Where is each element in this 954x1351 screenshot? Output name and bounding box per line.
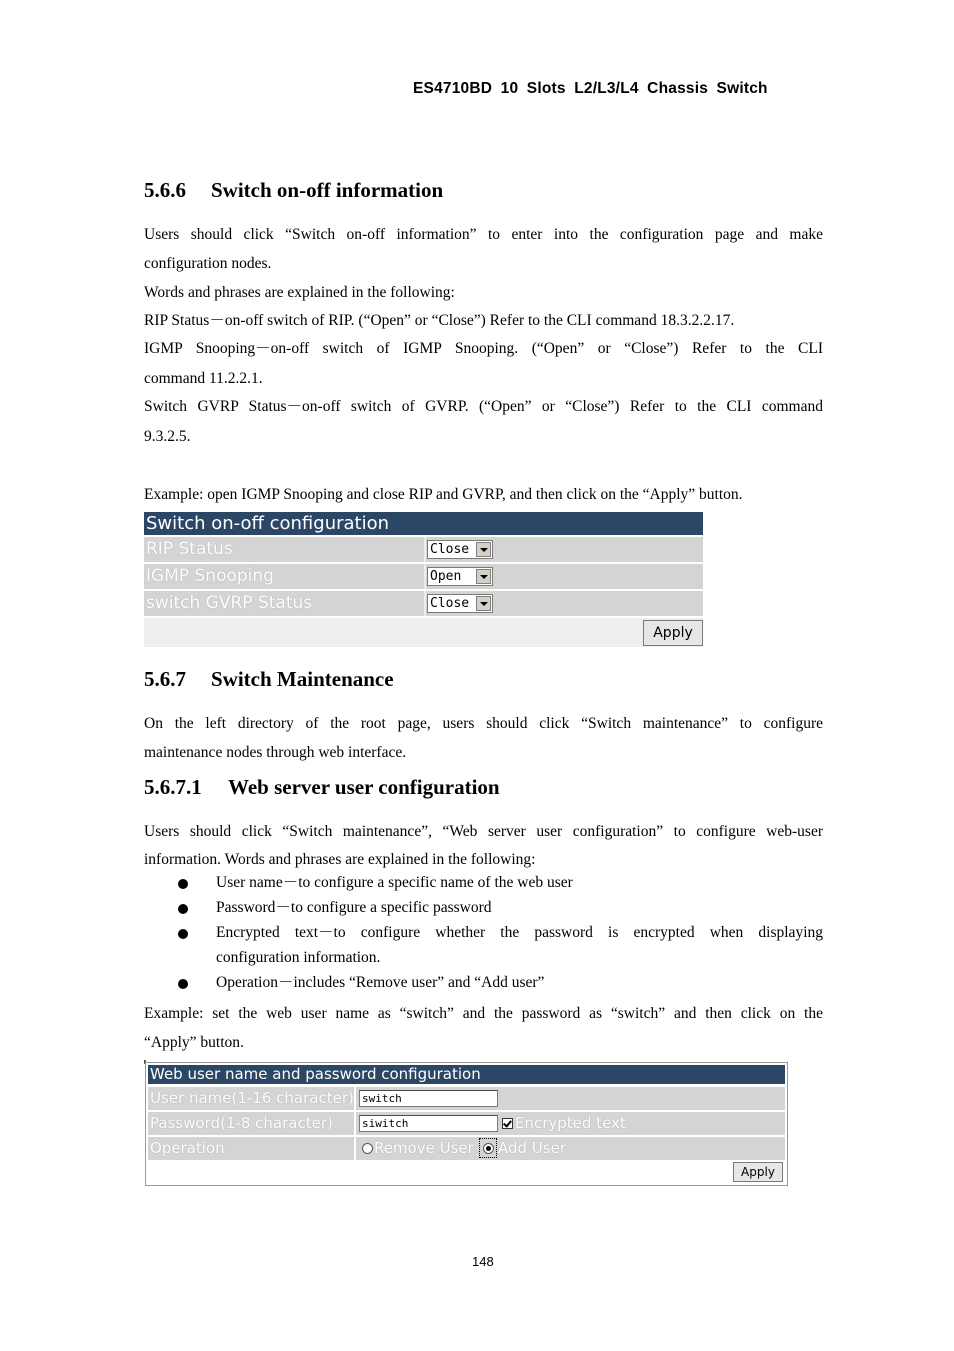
- bullet-icon: [178, 904, 188, 914]
- add-user-radio[interactable]: [483, 1143, 494, 1154]
- gvrp-status-label: switch GVRP Status: [146, 593, 313, 613]
- paragraph-line: information. Words and phrases are explained in the following:: [144, 851, 536, 868]
- dropdown-arrow-icon[interactable]: [476, 569, 491, 584]
- bullet-icon: [178, 979, 188, 989]
- bullet-icon: [178, 929, 188, 939]
- switch-onoff-panel: [144, 512, 703, 647]
- paragraph-line: configuration nodes.: [144, 255, 272, 272]
- list-item-text: Encrypted text－to configure whether the password is encrypted when displaying: [216, 924, 823, 941]
- panel-title: Switch on-off configuration: [144, 512, 703, 535]
- definition-list: [144, 870, 823, 995]
- username-input[interactable]: switch: [359, 1090, 498, 1107]
- paragraph-line: Switch GVRP Status－on-off switch of GVRP. (“Open” or “Close”) Refer to the CLI command: [144, 398, 823, 415]
- paragraph-line: command 11.2.2.1.: [144, 370, 263, 387]
- section-heading-567: [144, 667, 394, 692]
- paragraph-line: Users should click “Switch on-off information” to enter into the configuration page and make: [144, 226, 823, 243]
- list-item-continuation: [144, 945, 823, 970]
- panel-footer: [148, 1162, 785, 1183]
- rip-status-label: RIP Status: [146, 539, 233, 559]
- section-number: 5.6.6: [144, 178, 186, 202]
- gvrp-status-value: Close: [430, 596, 470, 611]
- list-item-text: Password－to configure a specific password: [216, 899, 492, 916]
- panel-footer: [144, 618, 703, 647]
- remove-user-label: Remove User: [374, 1139, 474, 1157]
- gvrp-status-row: [144, 591, 703, 616]
- section-title: Web server user configuration: [228, 775, 500, 799]
- password-row: [148, 1112, 785, 1135]
- apply-button[interactable]: Apply: [643, 620, 703, 646]
- bullet-icon: [178, 879, 188, 889]
- section-number: 5.6.7.1: [144, 775, 202, 799]
- list-item: [144, 920, 823, 945]
- paragraph-line: On the left directory of the root page, users should click “Switch maintenance” to configure: [144, 715, 823, 732]
- operation-label: Operation: [148, 1137, 354, 1160]
- section-number: 5.6.7: [144, 667, 186, 691]
- page-number: 148: [472, 1254, 494, 1269]
- running-header: ES4710BD 10 Slots L2/L3/L4 Chassis Switch: [413, 80, 768, 97]
- rip-status-row: [144, 537, 703, 562]
- paragraph-line: Words and phrases are explained in the following:: [144, 284, 455, 301]
- paragraph-line: 9.3.2.5.: [144, 428, 191, 445]
- paragraph-line: Example: set the web user name as “switch” and the password as “switch” and then click on the: [144, 1005, 823, 1022]
- section-title: Switch on-off information: [211, 178, 444, 202]
- igmp-snooping-row: [144, 564, 703, 589]
- gvrp-status-select[interactable]: [427, 594, 493, 613]
- rip-status-value: Close: [430, 542, 470, 557]
- list-item: [144, 970, 823, 995]
- rip-status-select[interactable]: [427, 540, 493, 559]
- column-divider: [424, 537, 426, 562]
- paragraph-line: Users should click “Switch maintenance”, “Web server user configuration” to configure web-user: [144, 823, 823, 840]
- username-label: User name(1-16 character): [148, 1087, 354, 1110]
- password-input[interactable]: siwitch: [359, 1115, 498, 1132]
- paragraph-line: maintenance nodes through web interface.: [144, 744, 407, 761]
- panel-title: Web user name and password configuration: [148, 1065, 785, 1084]
- igmp-snooping-select[interactable]: [427, 567, 493, 586]
- paragraph-line: IGMP Snooping－on-off switch of IGMP Snooping. (“Open” or “Close”) Refer to the CLI: [144, 340, 823, 357]
- list-item: [144, 895, 823, 920]
- remove-user-radio[interactable]: [362, 1143, 373, 1154]
- password-cell: [356, 1112, 785, 1135]
- igmp-snooping-label: IGMP Snooping: [146, 566, 274, 586]
- encrypted-text-label: Encrypted text: [515, 1114, 626, 1132]
- encrypted-text-checkbox[interactable]: [502, 1118, 513, 1129]
- list-item-text: User name－to configure a specific name of the web user: [216, 874, 573, 891]
- username-row: [148, 1087, 785, 1110]
- section-title: Switch Maintenance: [211, 667, 394, 691]
- web-user-panel: [145, 1062, 788, 1186]
- column-divider: [424, 564, 426, 589]
- section-heading-566: [144, 178, 443, 203]
- paragraph-line: Example: open IGMP Snooping and close RIP and GVRP, and then click on the “Apply” button.: [144, 486, 743, 503]
- password-label: Password(1-8 character): [148, 1112, 354, 1135]
- add-user-label: Add User: [498, 1139, 566, 1157]
- apply-button[interactable]: Apply: [733, 1162, 783, 1182]
- section-heading-5671: [144, 775, 500, 800]
- list-item-text: configuration information.: [216, 949, 381, 966]
- username-cell: [356, 1087, 785, 1110]
- paragraph-line: RIP Status－on-off switch of RIP. (“Open” or “Close”) Refer to the CLI command 18.3.2.2.17.: [144, 312, 735, 329]
- operation-cell: [356, 1137, 785, 1160]
- column-divider: [424, 591, 426, 616]
- list-item: [144, 870, 823, 895]
- list-item-text: Operation－includes “Remove user” and “Add user”: [216, 974, 545, 991]
- igmp-snooping-value: Open: [430, 569, 462, 584]
- paragraph-line: “Apply” button.: [144, 1034, 244, 1051]
- dropdown-arrow-icon[interactable]: [476, 542, 491, 557]
- operation-row: [148, 1137, 785, 1160]
- dropdown-arrow-icon[interactable]: [476, 596, 491, 611]
